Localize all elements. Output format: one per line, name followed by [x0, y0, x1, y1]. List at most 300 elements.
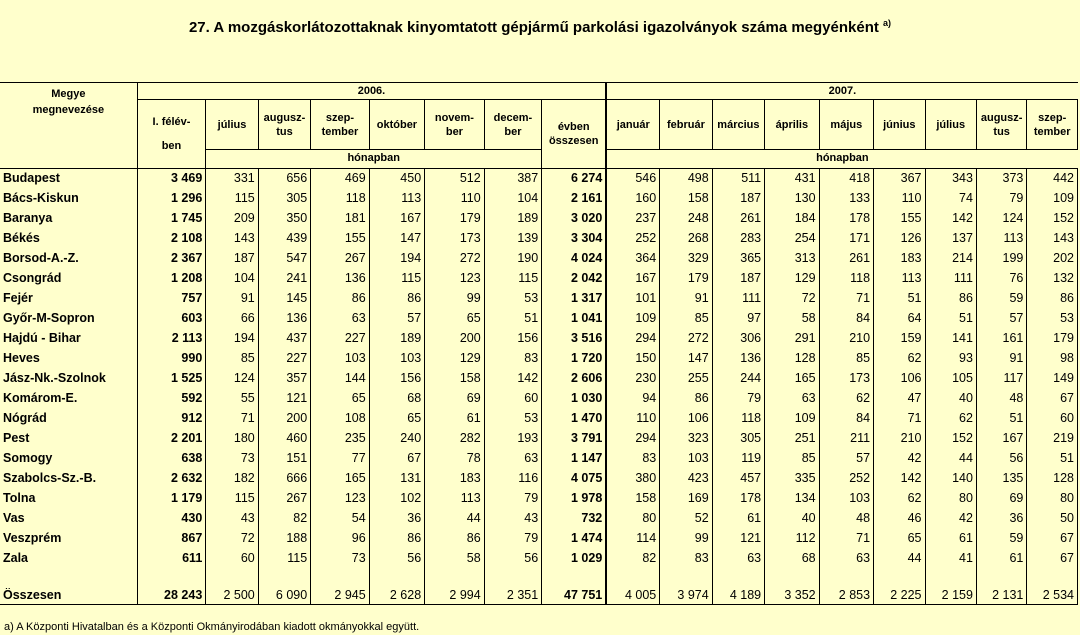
- county-header: Megye megnevezése: [0, 83, 137, 169]
- month-2007-value: 67: [1027, 529, 1078, 549]
- month-2007-value: 442: [1027, 169, 1078, 189]
- month-2007-value: 150: [606, 349, 659, 369]
- month-2007-value: 199: [976, 249, 1026, 269]
- month-2007-value: 59: [976, 289, 1026, 309]
- half-year-value: 990: [137, 349, 206, 369]
- month-2006-value: 36: [369, 509, 424, 529]
- month-2007-header: március: [712, 100, 764, 150]
- month-2007-value: 62: [874, 349, 925, 369]
- month-2006-value: 99: [425, 289, 485, 309]
- month-2007-value: 109: [1027, 189, 1078, 209]
- month-2006-value: 65: [425, 309, 485, 329]
- month-2007-value: 202: [1027, 249, 1078, 269]
- month-2007-value: 364: [606, 249, 659, 269]
- month-2006-value: 158: [425, 369, 485, 389]
- month-2006-header: decem- ber: [484, 100, 542, 150]
- month-2007-value: 76: [976, 269, 1026, 289]
- month-2007-value: 65: [874, 529, 925, 549]
- month-2006-value: 82: [258, 509, 310, 529]
- month-2006-value: 136: [311, 269, 370, 289]
- year-total-value: 47 751: [542, 588, 607, 605]
- table-row: [0, 249, 1078, 269]
- table-row: [0, 289, 1078, 309]
- year-total-value: 1 030: [542, 389, 607, 409]
- month-2007-value: 103: [819, 489, 873, 509]
- month-2006-value: 387: [484, 169, 542, 189]
- month-2006-value: 272: [425, 249, 485, 269]
- table-row: [0, 169, 1078, 189]
- year-total-value: 2 161: [542, 189, 607, 209]
- table-row: [0, 309, 1078, 329]
- month-2007-value: 64: [874, 309, 925, 329]
- month-2007-value: 161: [976, 329, 1026, 349]
- month-2007-value: 44: [874, 549, 925, 569]
- month-2006-value: 200: [425, 329, 485, 349]
- month-2007-value: 85: [819, 349, 873, 369]
- county-name: Vas: [0, 509, 137, 529]
- total-row: [0, 588, 1078, 605]
- year-total-value: 1 470: [542, 409, 607, 429]
- table-row: [0, 549, 1078, 569]
- month-2007-value: 130: [765, 189, 819, 209]
- county-name: Somogy: [0, 449, 137, 469]
- month-2006-value: 235: [311, 429, 370, 449]
- month-2007-value: 40: [765, 509, 819, 529]
- month-2007-value: 101: [606, 289, 659, 309]
- month-2006-value: 86: [369, 289, 424, 309]
- month-2007-value: 268: [660, 229, 712, 249]
- month-2006-value: 53: [484, 289, 542, 309]
- table-row: [0, 409, 1078, 429]
- month-2007-value: 214: [925, 249, 976, 269]
- half-year-value: 2 113: [137, 329, 206, 349]
- year-total-value: 3 791: [542, 429, 607, 449]
- year-total-header: évben összesen: [542, 100, 607, 169]
- table-row: [0, 229, 1078, 249]
- table-row: [0, 189, 1078, 209]
- month-2007-value: 291: [765, 329, 819, 349]
- month-2006-value: 200: [258, 409, 310, 429]
- month-2006-value: 115: [258, 549, 310, 569]
- month-2007-value: 323: [660, 429, 712, 449]
- year-total-value: 1 041: [542, 309, 607, 329]
- month-2006-value: 151: [258, 449, 310, 469]
- table-row: [0, 529, 1078, 549]
- month-2007-value: 74: [925, 189, 976, 209]
- month-2007-value: 46: [874, 509, 925, 529]
- month-2007-value: 2 534: [1027, 588, 1078, 605]
- month-2007-header: január: [606, 100, 659, 150]
- table-row: [0, 509, 1078, 529]
- month-2007-value: 159: [874, 329, 925, 349]
- month-2006-value: 331: [206, 169, 258, 189]
- month-2006-value: 54: [311, 509, 370, 529]
- month-2007-value: 79: [712, 389, 764, 409]
- month-2006-value: 267: [258, 489, 310, 509]
- month-2007-value: 103: [660, 449, 712, 469]
- table-row: [0, 469, 1078, 489]
- month-2007-value: 380: [606, 469, 659, 489]
- table-row: [0, 389, 1078, 409]
- month-2006-value: 104: [206, 269, 258, 289]
- year-total-value: 2 042: [542, 269, 607, 289]
- month-2006-value: 63: [484, 449, 542, 469]
- county-name: Szabolcs-Sz.-B.: [0, 469, 137, 489]
- half-year-value: 1 745: [137, 209, 206, 229]
- year-total-value: 732: [542, 509, 607, 529]
- month-2007-value: 261: [819, 249, 873, 269]
- month-2007-header: szep- tember: [1027, 100, 1078, 150]
- month-2007-value: 2 853: [819, 588, 873, 605]
- month-2007-value: 71: [819, 529, 873, 549]
- month-2007-value: 134: [765, 489, 819, 509]
- month-2007-value: 244: [712, 369, 764, 389]
- month-2007-value: 36: [976, 509, 1026, 529]
- in-month-2007-label: hónapban: [606, 150, 1077, 167]
- month-2007-value: 67: [1027, 549, 1078, 569]
- month-2006-value: 51: [484, 309, 542, 329]
- year-2006-header: 2006.: [137, 83, 606, 100]
- month-2007-value: 85: [660, 309, 712, 329]
- month-2006-value: 86: [425, 529, 485, 549]
- month-2007-value: 294: [606, 429, 659, 449]
- month-2007-value: 86: [925, 289, 976, 309]
- month-2006-value: 115: [206, 189, 258, 209]
- month-2007-value: 343: [925, 169, 976, 189]
- month-2006-value: 56: [484, 549, 542, 569]
- month-2007-value: 135: [976, 469, 1026, 489]
- month-2006-value: 282: [425, 429, 485, 449]
- month-2007-header: július: [925, 100, 976, 150]
- in-month-2006-label: hónapban: [206, 150, 542, 167]
- half-year-value: 757: [137, 289, 206, 309]
- county-name: Győr-M-Sopron: [0, 309, 137, 329]
- month-2006-value: 512: [425, 169, 485, 189]
- month-2006-value: 83: [484, 349, 542, 369]
- month-2007-value: 72: [765, 289, 819, 309]
- month-2007-value: 155: [874, 209, 925, 229]
- month-2007-value: 51: [874, 289, 925, 309]
- month-2006-value: 68: [369, 389, 424, 409]
- month-2007-value: 109: [606, 309, 659, 329]
- month-2007-value: 51: [925, 309, 976, 329]
- month-2007-value: 498: [660, 169, 712, 189]
- month-2007-value: 141: [925, 329, 976, 349]
- month-2007-value: 158: [660, 189, 712, 209]
- month-2006-value: 165: [311, 469, 370, 489]
- footnote: a) A Központi Hivatalban és a Központi Okmányirodában kiadott okmányokkal együtt.: [4, 621, 420, 633]
- month-2006-value: 102: [369, 489, 424, 509]
- month-2006-value: 187: [206, 249, 258, 269]
- half-year-value: 1 525: [137, 369, 206, 389]
- month-2007-value: 121: [712, 529, 764, 549]
- month-2006-value: 167: [369, 209, 424, 229]
- month-2007-value: 61: [976, 549, 1026, 569]
- month-2007-value: 373: [976, 169, 1026, 189]
- month-2006-value: 460: [258, 429, 310, 449]
- county-name: Zala: [0, 549, 137, 569]
- month-2006-value: 188: [258, 529, 310, 549]
- month-2007-value: 40: [925, 389, 976, 409]
- month-2007-value: 51: [1027, 449, 1078, 469]
- month-2007-value: 160: [606, 189, 659, 209]
- month-2007-value: 62: [925, 409, 976, 429]
- month-2007-value: 140: [925, 469, 976, 489]
- month-2006-value: 227: [258, 349, 310, 369]
- month-2006-value: 77: [311, 449, 370, 469]
- month-2007-value: 91: [976, 349, 1026, 369]
- county-name: Hajdú - Bihar: [0, 329, 137, 349]
- year-total-value: 3 304: [542, 229, 607, 249]
- month-2007-value: 546: [606, 169, 659, 189]
- month-2007-value: 219: [1027, 429, 1078, 449]
- month-2007-value: 133: [819, 189, 873, 209]
- month-2007-value: 110: [606, 409, 659, 429]
- month-2007-value: 187: [712, 269, 764, 289]
- month-2006-value: 63: [311, 309, 370, 329]
- month-2007-value: 173: [819, 369, 873, 389]
- month-2007-value: 112: [765, 529, 819, 549]
- data-table: [0, 82, 1078, 605]
- month-2006-value: 267: [311, 249, 370, 269]
- month-2006-value: 2 628: [369, 588, 424, 605]
- county-name: Heves: [0, 349, 137, 369]
- month-2007-value: 124: [976, 209, 1026, 229]
- month-2007-value: 56: [976, 449, 1026, 469]
- county-name: Nógrád: [0, 409, 137, 429]
- county-name: Békés: [0, 229, 137, 249]
- month-2007-value: 41: [925, 549, 976, 569]
- county-name: Veszprém: [0, 529, 137, 549]
- month-2006-value: 182: [206, 469, 258, 489]
- month-2007-value: 68: [765, 549, 819, 569]
- month-2007-value: 61: [925, 529, 976, 549]
- month-2007-value: 62: [874, 489, 925, 509]
- month-2007-value: 167: [606, 269, 659, 289]
- month-2007-value: 85: [765, 449, 819, 469]
- month-2007-value: 48: [976, 389, 1026, 409]
- county-name: Baranya: [0, 209, 137, 229]
- month-2006-value: 69: [425, 389, 485, 409]
- year-total-value: 1 720: [542, 349, 607, 369]
- month-2007-value: 63: [819, 549, 873, 569]
- month-2006-value: 194: [206, 329, 258, 349]
- half-year-value: 1 179: [137, 489, 206, 509]
- month-2007-value: 183: [874, 249, 925, 269]
- month-2006-value: 57: [369, 309, 424, 329]
- month-2007-value: 2 131: [976, 588, 1026, 605]
- month-2006-value: 123: [311, 489, 370, 509]
- year-total-value: 3 516: [542, 329, 607, 349]
- half-year-value: 611: [137, 549, 206, 569]
- month-2006-value: 79: [484, 529, 542, 549]
- county-name: Tolna: [0, 489, 137, 509]
- month-2007-value: 423: [660, 469, 712, 489]
- month-2006-value: 189: [369, 329, 424, 349]
- year-total-value: 4 024: [542, 249, 607, 269]
- month-2006-value: 2 500: [206, 588, 258, 605]
- month-2007-value: 63: [765, 389, 819, 409]
- year-total-value: 4 075: [542, 469, 607, 489]
- month-2006-value: 58: [425, 549, 485, 569]
- month-2007-value: 84: [819, 309, 873, 329]
- month-2006-value: 437: [258, 329, 310, 349]
- month-2006-value: 193: [484, 429, 542, 449]
- month-2007-value: 62: [819, 389, 873, 409]
- month-2007-value: 2 159: [925, 588, 976, 605]
- month-2007-value: 457: [712, 469, 764, 489]
- month-2007-value: 94: [606, 389, 659, 409]
- half-year-value: 2 632: [137, 469, 206, 489]
- month-2006-value: 60: [206, 549, 258, 569]
- month-2006-value: 96: [311, 529, 370, 549]
- month-2007-value: 106: [660, 409, 712, 429]
- month-2007-value: 80: [1027, 489, 1078, 509]
- month-2006-value: 180: [206, 429, 258, 449]
- month-2007-value: 71: [874, 409, 925, 429]
- month-2007-header: február: [660, 100, 712, 150]
- month-2006-value: 194: [369, 249, 424, 269]
- month-2006-value: 2 351: [484, 588, 542, 605]
- month-2007-value: 114: [606, 529, 659, 549]
- month-2007-header: április: [765, 100, 819, 150]
- month-2007-value: 57: [819, 449, 873, 469]
- month-2007-value: 237: [606, 209, 659, 229]
- month-2007-value: 187: [712, 189, 764, 209]
- month-2007-value: 184: [765, 209, 819, 229]
- month-2007-value: 105: [925, 369, 976, 389]
- month-2006-value: 79: [484, 489, 542, 509]
- month-2007-value: 147: [660, 349, 712, 369]
- month-2007-value: 53: [1027, 309, 1078, 329]
- month-2006-value: 131: [369, 469, 424, 489]
- month-2006-value: 60: [484, 389, 542, 409]
- county-name: Borsod-A.-Z.: [0, 249, 137, 269]
- month-2006-value: 6 090: [258, 588, 310, 605]
- month-2007-value: 272: [660, 329, 712, 349]
- month-2007-value: 142: [925, 209, 976, 229]
- table-row: [0, 209, 1078, 229]
- month-2006-value: 91: [206, 289, 258, 309]
- month-2007-value: 50: [1027, 509, 1078, 529]
- month-2007-value: 152: [925, 429, 976, 449]
- month-2007-value: 63: [712, 549, 764, 569]
- month-2006-value: 110: [425, 189, 485, 209]
- month-2006-value: 66: [206, 309, 258, 329]
- month-2006-value: 71: [206, 409, 258, 429]
- month-2007-value: 306: [712, 329, 764, 349]
- month-2006-value: 118: [311, 189, 370, 209]
- month-2006-value: 305: [258, 189, 310, 209]
- month-2006-value: 136: [258, 309, 310, 329]
- half-year-value: 3 469: [137, 169, 206, 189]
- county-name: Jász-Nk.-Szolnok: [0, 369, 137, 389]
- month-2006-value: 241: [258, 269, 310, 289]
- month-2006-value: 547: [258, 249, 310, 269]
- half-year-value: 28 243: [137, 588, 206, 605]
- month-2007-value: 57: [976, 309, 1026, 329]
- half-year-value: 912: [137, 409, 206, 429]
- month-2007-value: 261: [712, 209, 764, 229]
- month-2007-value: 143: [1027, 229, 1078, 249]
- month-2006-value: 115: [369, 269, 424, 289]
- month-2007-value: 3 352: [765, 588, 819, 605]
- month-2007-value: 313: [765, 249, 819, 269]
- month-2007-value: 97: [712, 309, 764, 329]
- month-2006-value: 357: [258, 369, 310, 389]
- county-name: Komárom-E.: [0, 389, 137, 409]
- month-2007-value: 59: [976, 529, 1026, 549]
- month-2007-value: 178: [712, 489, 764, 509]
- month-2006-value: 123: [425, 269, 485, 289]
- month-2007-value: 61: [712, 509, 764, 529]
- month-2007-value: 118: [819, 269, 873, 289]
- month-2006-value: 65: [369, 409, 424, 429]
- month-2007-value: 178: [819, 209, 873, 229]
- month-2006-value: 183: [425, 469, 485, 489]
- month-2007-value: 98: [1027, 349, 1078, 369]
- month-2006-value: 189: [484, 209, 542, 229]
- month-2007-value: 511: [712, 169, 764, 189]
- month-2007-value: 106: [874, 369, 925, 389]
- month-2006-value: 179: [425, 209, 485, 229]
- month-2007-value: 83: [660, 549, 712, 569]
- month-2006-value: 113: [369, 189, 424, 209]
- page-title: 27. A mozgáskorlátozottaknak kinyomtatott gépjármű parkolási igazolványok száma megyénként $^{a)}$: [188, 18, 892, 36]
- month-2006-value: 240: [369, 429, 424, 449]
- table-row: [0, 329, 1078, 349]
- month-2007-value: 128: [765, 349, 819, 369]
- month-2006-value: 155: [311, 229, 370, 249]
- month-2007-value: 431: [765, 169, 819, 189]
- month-2007-value: 179: [660, 269, 712, 289]
- month-2006-value: 113: [425, 489, 485, 509]
- month-2007-value: 283: [712, 229, 764, 249]
- table-row: [0, 269, 1078, 289]
- month-2007-value: 149: [1027, 369, 1078, 389]
- month-2006-value: 86: [311, 289, 370, 309]
- month-2006-value: 190: [484, 249, 542, 269]
- month-2006-value: 67: [369, 449, 424, 469]
- month-2006-value: 156: [484, 329, 542, 349]
- month-2007-value: 169: [660, 489, 712, 509]
- month-2007-value: 142: [874, 469, 925, 489]
- month-2006-value: 2 994: [425, 588, 485, 605]
- half-year-value: 603: [137, 309, 206, 329]
- month-2007-header: augusz- tus: [976, 100, 1026, 150]
- month-2006-value: 656: [258, 169, 310, 189]
- half-year-value: 1 208: [137, 269, 206, 289]
- month-2007-value: 71: [819, 289, 873, 309]
- month-2006-value: 78: [425, 449, 485, 469]
- year-2007-header: 2007.: [606, 83, 1077, 100]
- month-2007-value: 58: [765, 309, 819, 329]
- month-2007-value: 60: [1027, 409, 1078, 429]
- month-2006-header: szep- tember: [311, 100, 370, 150]
- month-2007-value: 165: [765, 369, 819, 389]
- month-2006-value: 108: [311, 409, 370, 429]
- month-2007-value: 119: [712, 449, 764, 469]
- year-total-value: 2 606: [542, 369, 607, 389]
- month-2007-value: 305: [712, 429, 764, 449]
- month-2006-value: 104: [484, 189, 542, 209]
- month-2007-value: 254: [765, 229, 819, 249]
- month-2007-value: 126: [874, 229, 925, 249]
- month-2007-value: 51: [976, 409, 1026, 429]
- month-2006-value: 73: [311, 549, 370, 569]
- month-2006-value: 55: [206, 389, 258, 409]
- month-2007-value: 4 189: [712, 588, 764, 605]
